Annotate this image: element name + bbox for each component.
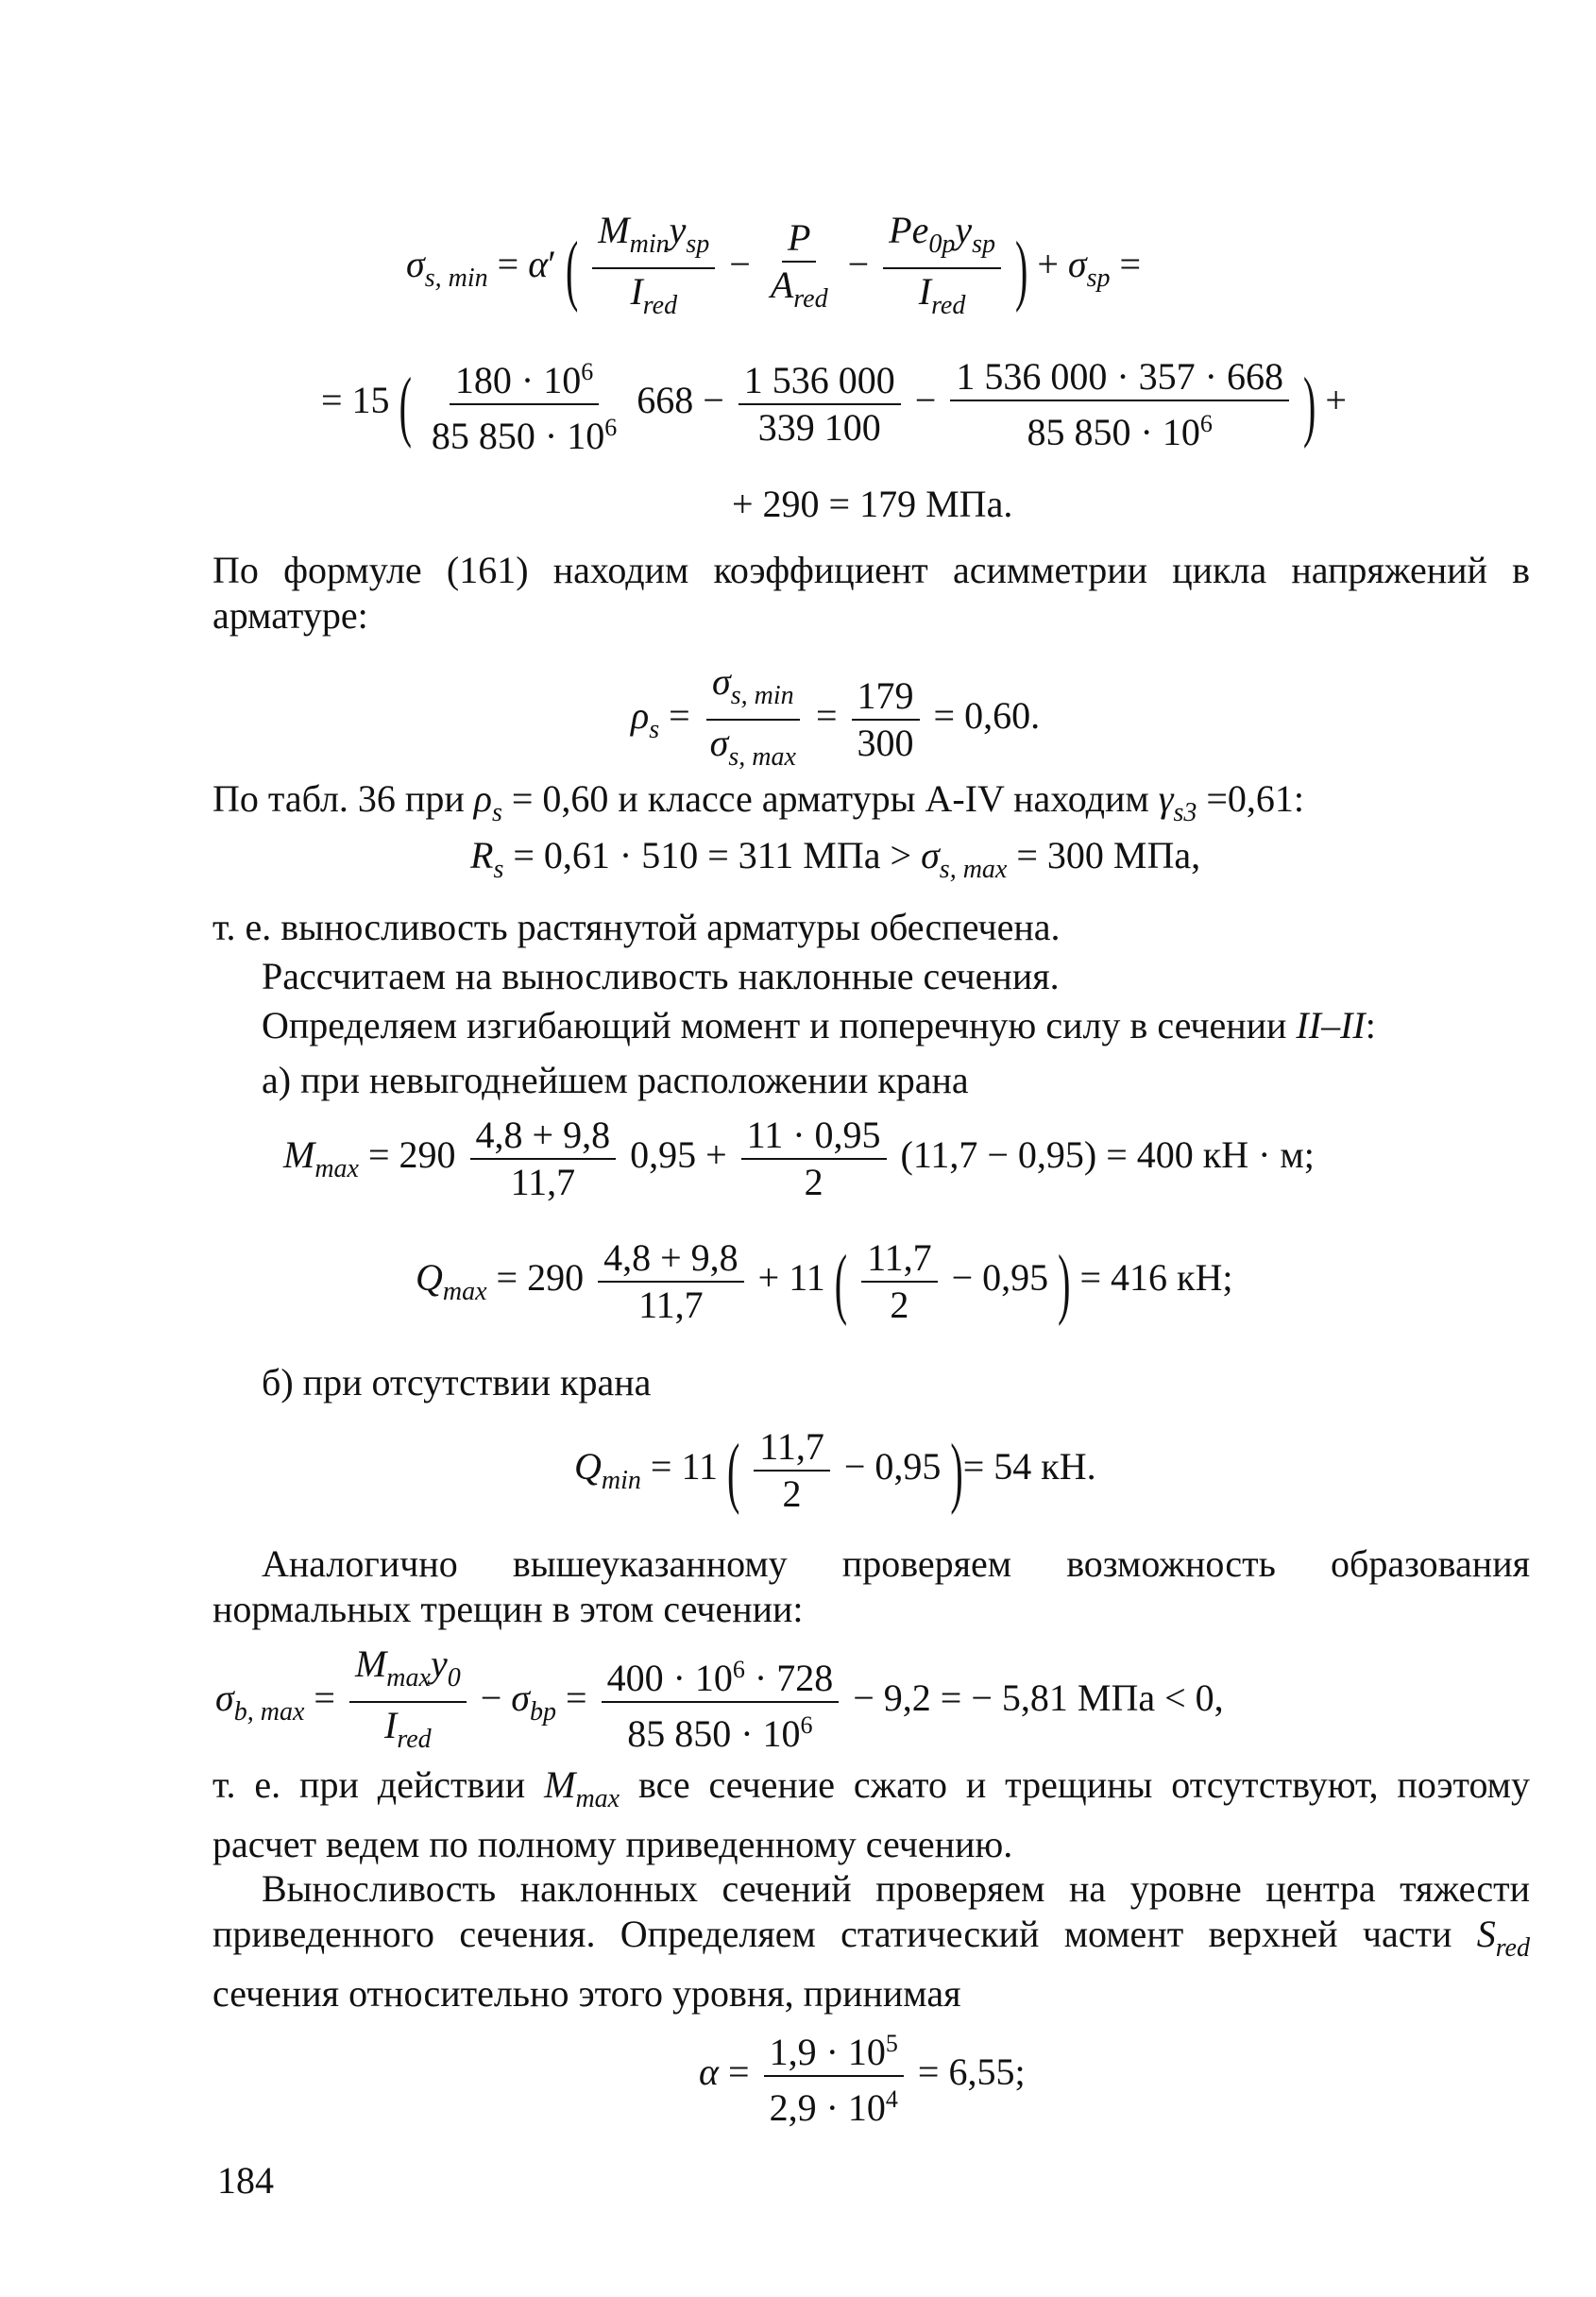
formula-sigma-s-min-numeric: = 15 ( $\frac{180 \cdot 10^6}{85 850 \cdot 10^6}$ 668 − $\frac{1 536 000}{339 100}$ − $\frac{1 536 000 \cdot 357 \cdot 668}{85 850 \cdot 10^6}$ ) +: [321, 351, 1347, 457]
formula-sigma-b-max: $\sigma_{b, max}$ = $\frac{M_{max}y_0}{I_{red}}$ − $\sigma_{bp}$ = $\frac{400 \cdot 10^6 \cdot 728}{85 850 \cdot 10^6}$ − 9,2 = − 5,81 МПа < 0,: [215, 1642, 1224, 1755]
paragraph-section-compressed: т. е. при действии $M_{max}$ все сечение сжато и трещины отсутствуют, поэтому расчет ведем по полному приведенному сечению.: [212, 1763, 1530, 1865]
formula-Qmin: $Q_{min} = 11$ ( $\frac{11,7}{2}$ − 0,95 )= 54 кН.: [574, 1425, 1096, 1516]
paragraph-table36: По табл. 36 при $\rho_s = 0,60$ и классе арматуры A-IV находим $\gamma_{s3} =0,61$:: [212, 777, 1305, 827]
paragraph-inclined-sections: Рассчитаем на выносливость наклонные сечения.: [262, 955, 1060, 997]
formula-sigma-s-min-result: + 290 = 179 МПа.: [732, 483, 1013, 525]
paragraph-normal-cracks: Аналогично вышеуказанному проверяем возможность образования нормальных трещин в этом сечении:: [212, 1542, 1530, 1630]
formula-Rs: $R_s = 0,61 \cdot 510 = 311$ МПа > $\sigma_{s, max} = 300$ МПа,: [470, 834, 1201, 884]
paragraph-case-a: а) при невыгоднейшем расположении крана: [262, 1059, 969, 1101]
paragraph-moment-shear: Определяем изгибающий момент и поперечную силу в сечении II–II:: [262, 1004, 1376, 1046]
formula-Mmax: $M_{max} = 290$ $\frac{4,8 + 9,8}{11,7}$ 0,95 + $\frac{11 \cdot 0,95}{2}$ (11,7 − 0,95) = 400 кН · м;: [283, 1114, 1315, 1203]
formula-sigma-s-min-definition: $\sigma_{s, min} = \alpha'$ ( $\frac{M_{min}y_{sp}}{I_{red}}$ − $\frac{P}{A_{red}}$ − $\frac{Pe_{0p}y_{sp}}{I_{red}}$ ) + $\sigma_{sp}$ =: [406, 209, 1142, 320]
paragraph-case-b: б) при отсутствии крана: [262, 1361, 652, 1404]
formula-alpha: α = $\frac{1,9 \cdot 10^5}{2,9 \cdot 10^4}$ = 6,55;: [699, 2023, 1026, 2129]
paragraph-endurance-ensured: т. е. выносливость растянутой арматуры обеспечена.: [212, 906, 1061, 948]
page-number: 184: [217, 2159, 274, 2202]
formula-rho-s: $\rho_s$ = $\frac{\sigma_{s, min}}{\sigma_{s, max}}$ = $\frac{179}{300}$ = 0,60.: [631, 660, 1041, 772]
formula-Qmax: $Q_{max} = 290$ $\frac{4,8 + 9,8}{11,7}$ + 11 ( $\frac{11,7}{2}$ − 0,95 ) = 416 кН;: [416, 1236, 1233, 1327]
paragraph-asymmetry-coefficient: По формуле (161) находим коэффициент асимметрии цикла напряжений в арматуре:: [212, 549, 1530, 637]
paragraph-static-moment: Выносливость наклонных сечений проверяем на уровне центра тяжести приведенного сечения. Определяем статический момент верхней части $S_{red}$ сечения относительно этого уровня, принимая: [212, 1867, 1530, 2015]
